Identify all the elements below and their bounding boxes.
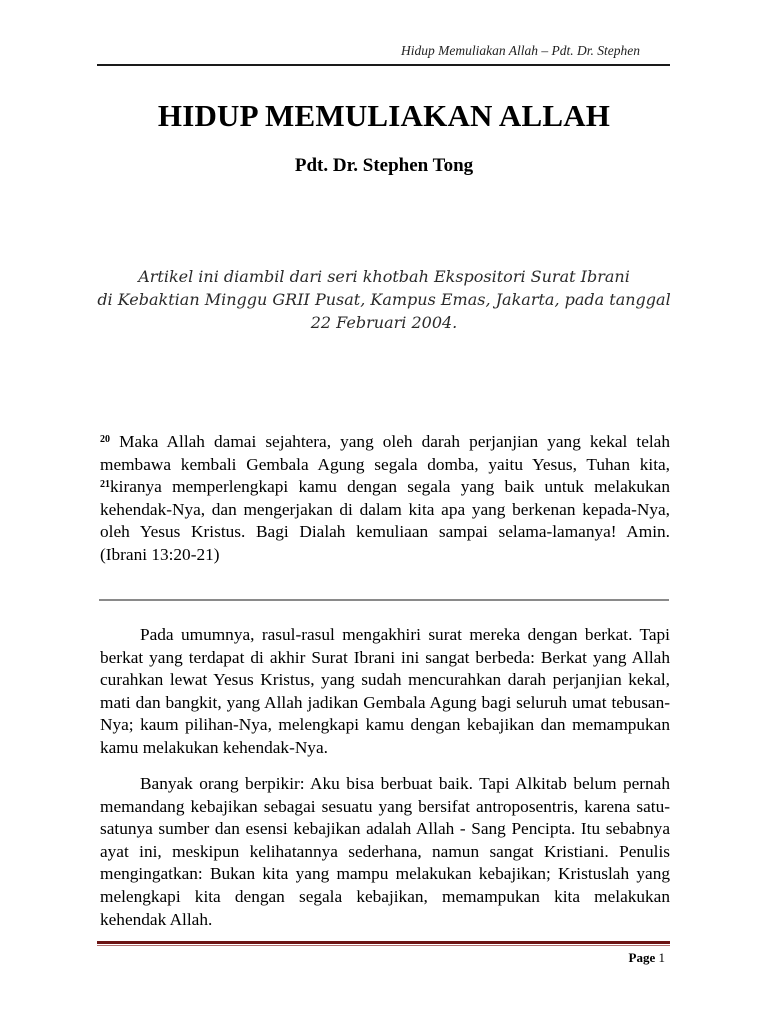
body-paragraph: Banyak orang berpikir: Aku bisa berbuat baik. Tapi Alkitab belum pernah memandang kebajikan sebagai sesuatu yang bersifat antroposentris, karena satu-satunya sumber dan esensi kebajikan adalah Allah - Sang Pencipta. Itu sebabnya ayat ini, meskipun kelihatannya sederhana, namun sangat Kristiani. Penulis mengingatkan: Bukan kita yang mampu melakukan kebajikan; Kristuslah yang melengkapi kita dengan segala kebajikan, memampukan kita melakukan kehendak Allah. xyxy=(100,774,670,929)
footer-rule xyxy=(97,941,670,944)
header-rule xyxy=(97,64,670,66)
verse-number: 21 xyxy=(100,479,110,491)
footer-rule-thin xyxy=(97,945,670,946)
verse-text: kiranya memperlengkapi kamu dengan segala yang baik untuk melakukan kehendak-Nya, dan mengerjakan di dalam kita apa yang berkenan kepada-Nya, oleh Yesus Kristus. Bagi Dialah kemuliaan sampai selama-lamanya! Amin. (Ibrani 13:20-21) xyxy=(100,477,670,564)
scripture-quote xyxy=(100,431,670,567)
page-number-value: 1 xyxy=(658,950,665,965)
verse-text: Maka Allah damai sejahtera, yang oleh darah perjanjian yang kekal telah membawa kembali Gembala Agung segala domba, yaitu Yesus, Tuhan kita, xyxy=(100,432,670,474)
intro-note xyxy=(96,265,672,334)
document-author: Pdt. Dr. Stephen Tong xyxy=(294,155,474,176)
document-title: HIDUP MEMULIAKAN ALLAH xyxy=(157,98,611,133)
verse-number: 20 xyxy=(100,434,110,445)
intro-line: di Kebaktian Minggu GRII Pusat, Kampus Emas, Jakarta, pada tanggal xyxy=(97,290,671,309)
body-paragraph: Pada umumnya, rasul-rasul mengakhiri surat mereka dengan berkat. Tapi berkat yang terdapat di akhir Surat Ibrani ini sangat berbeda: Berkat yang Allah curahkan lewat Yesus Kristus, yang sudah mencurahkan darah perjanjian kekal, mati dan bangkit, yang Allah jadikan Gembala Agung bagi seluruh umat tebusan-Nya; kaum pilihan-Nya, melengkapi kamu dengan kebajikan dan memampukan kamu melakukan kehendak-Nya. xyxy=(100,625,670,757)
page-label: Page xyxy=(628,950,656,965)
section-divider xyxy=(99,599,669,601)
page-number xyxy=(629,950,665,966)
intro-line: Artikel ini diambil dari seri khotbah Ekspositori Surat Ibrani xyxy=(138,267,630,286)
intro-line: 22 Februari 2004. xyxy=(310,313,458,332)
running-header: Hidup Memuliakan Allah – Pdt. Dr. Stephen xyxy=(401,43,640,58)
